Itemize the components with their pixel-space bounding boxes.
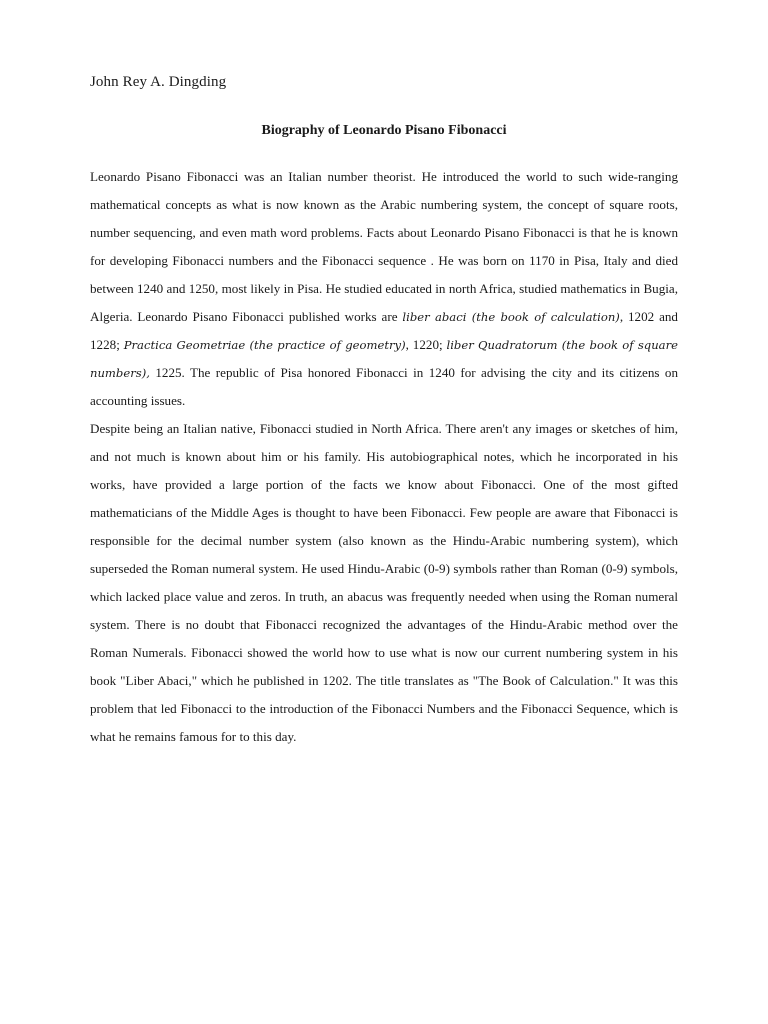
work-title-liber-quadratorum: liber Quadratorum (the book of square numbers), — [90, 338, 678, 380]
paragraph-1-text-2: , 1202 and 1228; — [90, 309, 678, 352]
document-body — [90, 163, 678, 751]
document-title: Biography of Leonardo Pisano Fibonacci — [261, 123, 507, 138]
author-name: John Rey A. Dingding — [90, 74, 227, 90]
work-title-liber-abaci: liber abaci (the book of calculation) — [402, 310, 620, 324]
work-title-practica-geometriae: Practica Geometriae (the practice of geometry) — [123, 338, 406, 352]
paragraph-1-text-1: Leonardo Pisano Fibonacci was an Italian number theorist. He introduced the world to such wide-ranging mathematical concepts as what is now known as the Arabic numbering system, the concept of square roots, number sequencing, and even math word problems. Facts about Leonardo Pisano Fibonacci is that he is known for developing Fibonacci numbers and the Fibonacci sequence . He was born on 1170 in Pisa, Italy and died between 1240 and 1250, most likely in Pisa. He studied educated in north Africa, studied mathematics in Bugia, Algeria. Leonardo Pisano Fibonacci published works are — [90, 169, 678, 324]
paragraph-1-text-4: 1225. The republic of Pisa honored Fibonacci in 1240 for advising the city and its citizens on accounting issues. — [90, 365, 678, 408]
paragraph-1 — [90, 163, 678, 415]
paragraph-2: Despite being an Italian native, Fibonacci studied in North Africa. There aren't any images or sketches of him, and not much is known about him or his family. His autobiographical notes, which he incorporated in his works, have provided a large portion of the facts we know about Fibonacci. One of the most gifted mathematicians of the Middle Ages is thought to have been Fibonacci. Few people are aware that Fibonacci is responsible for the decimal number system (also known as the Hindu-Arabic numbering system), which superseded the Roman numeral system. He used Hindu-Arabic (0-9) symbols rather than Roman (0-9) symbols, which lacked place value and zeros. In truth, an abacus was frequently needed when using the Roman numeral system. There is no doubt that Fibonacci recognized the advantages of the Hindu-Arabic method over the Roman Numerals. Fibonacci showed the world how to use what is now our current numbering system in his book "Liber Abaci," which he published in 1202. The title translates as "The Book of Calculation." It was this problem that led Fibonacci to the introduction of the Fibonacci Numbers and the Fibonacci Sequence, which is what he remains famous for to this day. — [90, 421, 678, 744]
paragraph-1-text-3: , 1220; — [405, 337, 447, 352]
